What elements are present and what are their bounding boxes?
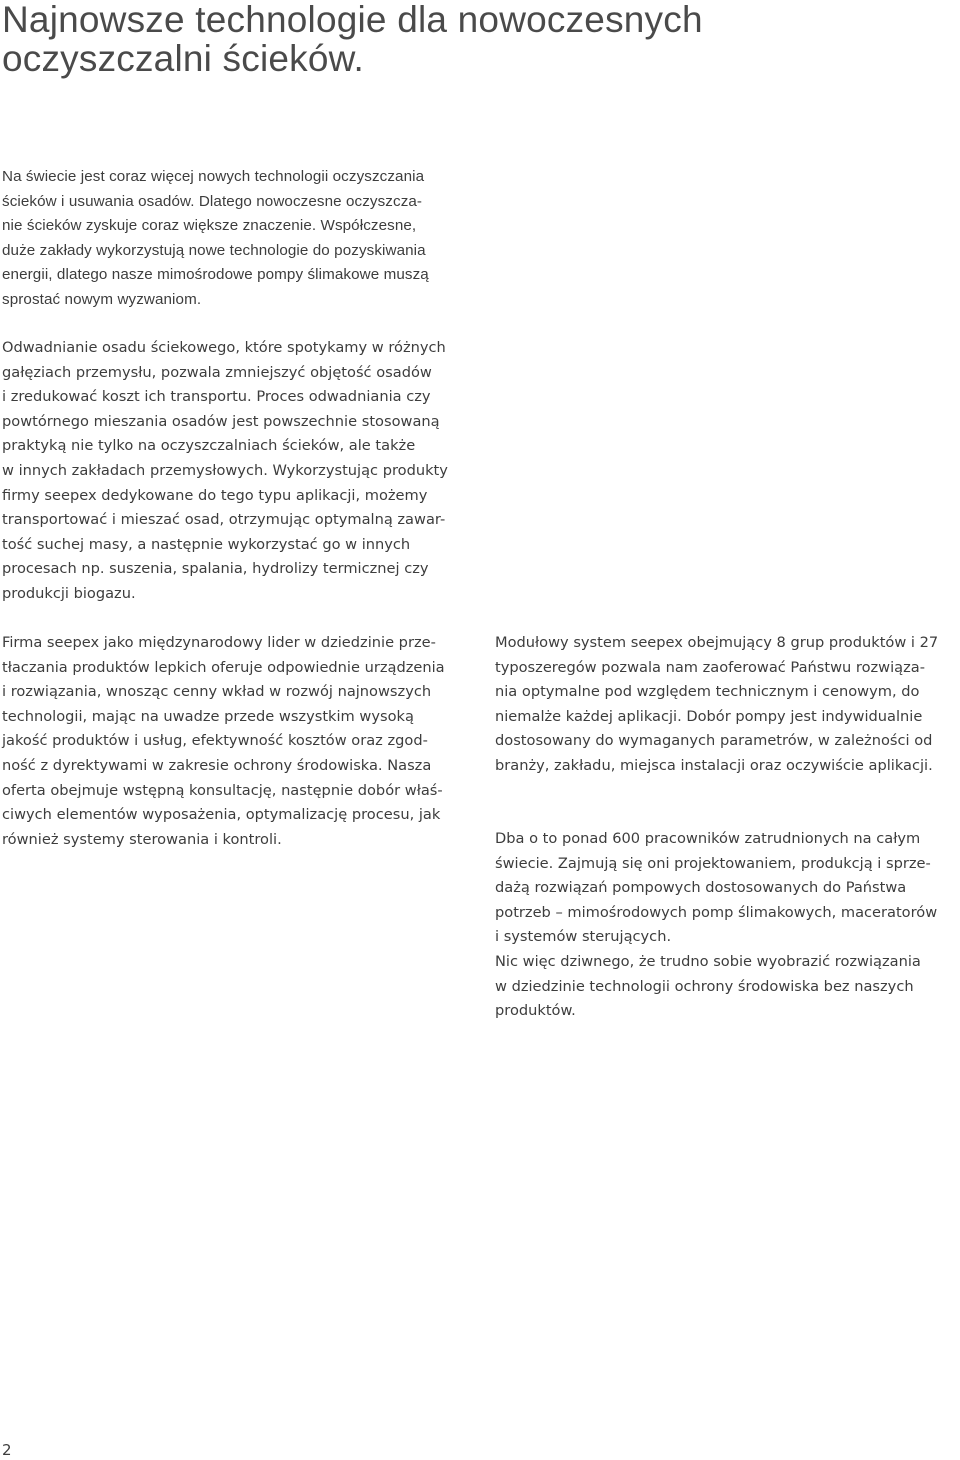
text-line: oferta obejmuje wstępną konsultację, następnie dobór właś- (2, 781, 443, 799)
text-line: transportować i mieszać osad, otrzymując optymalną zawar- (2, 511, 446, 529)
text-line: branży, zakładu, miejsca instalacji oraz oczywiście aplikacji. (495, 756, 933, 774)
closing-paragraph (495, 950, 921, 1024)
title-line: Najnowsze technologie dla nowoczesnych (2, 0, 703, 40)
text-line: Dba o to ponad 600 pracowników zatrudnionych na całym (495, 830, 921, 847)
dewatering-paragraph (2, 336, 448, 607)
text-line: potrzeb – mimośrodowych pomp ślimakowych, maceratorów (495, 903, 938, 921)
page-title (2, 0, 902, 78)
text-line: Firma seepex jako międzynarodowy lider w dziedzinie prze- (2, 634, 436, 651)
company-paragraph (2, 631, 445, 852)
text-line: powtórnego mieszania osadów jest powszechnie stosowaną (2, 412, 440, 430)
page-number: 2 (2, 1441, 12, 1459)
text-line: Odwadnianie osadu ściekowego, które spotykamy w różnych (2, 339, 446, 356)
intro-paragraph (2, 165, 429, 313)
text-line: duże zakłady wykorzystują nowe technologie do pozyskiwania (2, 241, 426, 259)
text-line: Na świecie jest coraz więcej nowych technologii oczyszczania (2, 168, 425, 185)
text-line: praktyką nie tylko na oczyszczalniach ścieków, ale także (2, 437, 416, 455)
text-line: typoszeregów pozwala nam zaoferować Państwu rozwiąza- (495, 658, 925, 676)
text-line: dażą rozwiązań pompowych dostosowanych do Państwa (495, 879, 907, 897)
text-line: w innych zakładach przemysłowych. Wykorzystując produkty (2, 461, 448, 479)
text-line: Modułowy system seepex obejmujący 8 grup produktów i 27 (495, 634, 939, 651)
text-line: firmy seepex dedykowane do tego typu aplikacji, możemy (2, 486, 428, 504)
text-line: nia optymalne pod względem technicznym i cenowym, do (495, 683, 920, 701)
text-line: produktów. (495, 1002, 576, 1020)
text-line: Nic więc dziwnego, że trudno sobie wyobrazić rozwiązania (495, 953, 921, 970)
text-line: w dziedzinie technologii ochrony środowiska bez naszych (495, 977, 914, 995)
text-line: tłaczania produktów lepkich oferuje odpowiednie urządzenia (2, 658, 445, 676)
text-line: ciwych elementów wyposażenia, optymalizację procesu, jak (2, 806, 441, 824)
text-line: dostosowany do wymaganych parametrów, w zależności od (495, 732, 933, 750)
text-line: procesach np. suszenia, spalania, hydrolizy termicznej czy (2, 560, 429, 578)
text-line: tość suchej masy, a następnie wykorzystać go w innych (2, 535, 411, 553)
text-line: sprostać nowym wyzwaniom. (2, 290, 202, 308)
employees-paragraph (495, 827, 937, 950)
text-line: gałęziach przemysłu, pozwala zmniejszyć objętość osadów (2, 363, 432, 381)
text-line: i rozwiązania, wnosząc cenny wkład w rozwój najnowszych (2, 683, 432, 701)
text-line: nie ścieków zyskuje coraz większe znaczenie. Współczesne, (2, 217, 417, 235)
text-line: również systemy sterowania i kontroli. (2, 830, 282, 848)
text-line: świecie. Zajmują się oni projektowaniem, produkcją i sprze- (495, 854, 931, 872)
text-line: ścieków i usuwania osadów. Dlatego nowoczesne oczyszcza- (2, 192, 423, 210)
text-line: i systemów sterujących. (495, 928, 672, 946)
text-line: energii, dlatego nasze mimośrodowe pompy ślimakowe muszą (2, 266, 429, 284)
text-line: i zredukować koszt ich transportu. Proces odwadniania czy (2, 388, 431, 406)
text-line: produkcji biogazu. (2, 584, 136, 602)
title-line: oczyszczalni ścieków. (2, 38, 364, 79)
modular-system-paragraph (495, 631, 938, 779)
text-line: niemalże każdej aplikacji. Dobór pompy jest indywidualnie (495, 707, 923, 725)
text-line: ność z dyrektywami w zakresie ochrony środowiska. Nasza (2, 756, 432, 774)
text-line: technologii, mając na uwadze przede wszystkim wysoką (2, 707, 414, 725)
text-line: jakość produktów i usług, efektywność kosztów oraz zgod- (2, 732, 428, 750)
